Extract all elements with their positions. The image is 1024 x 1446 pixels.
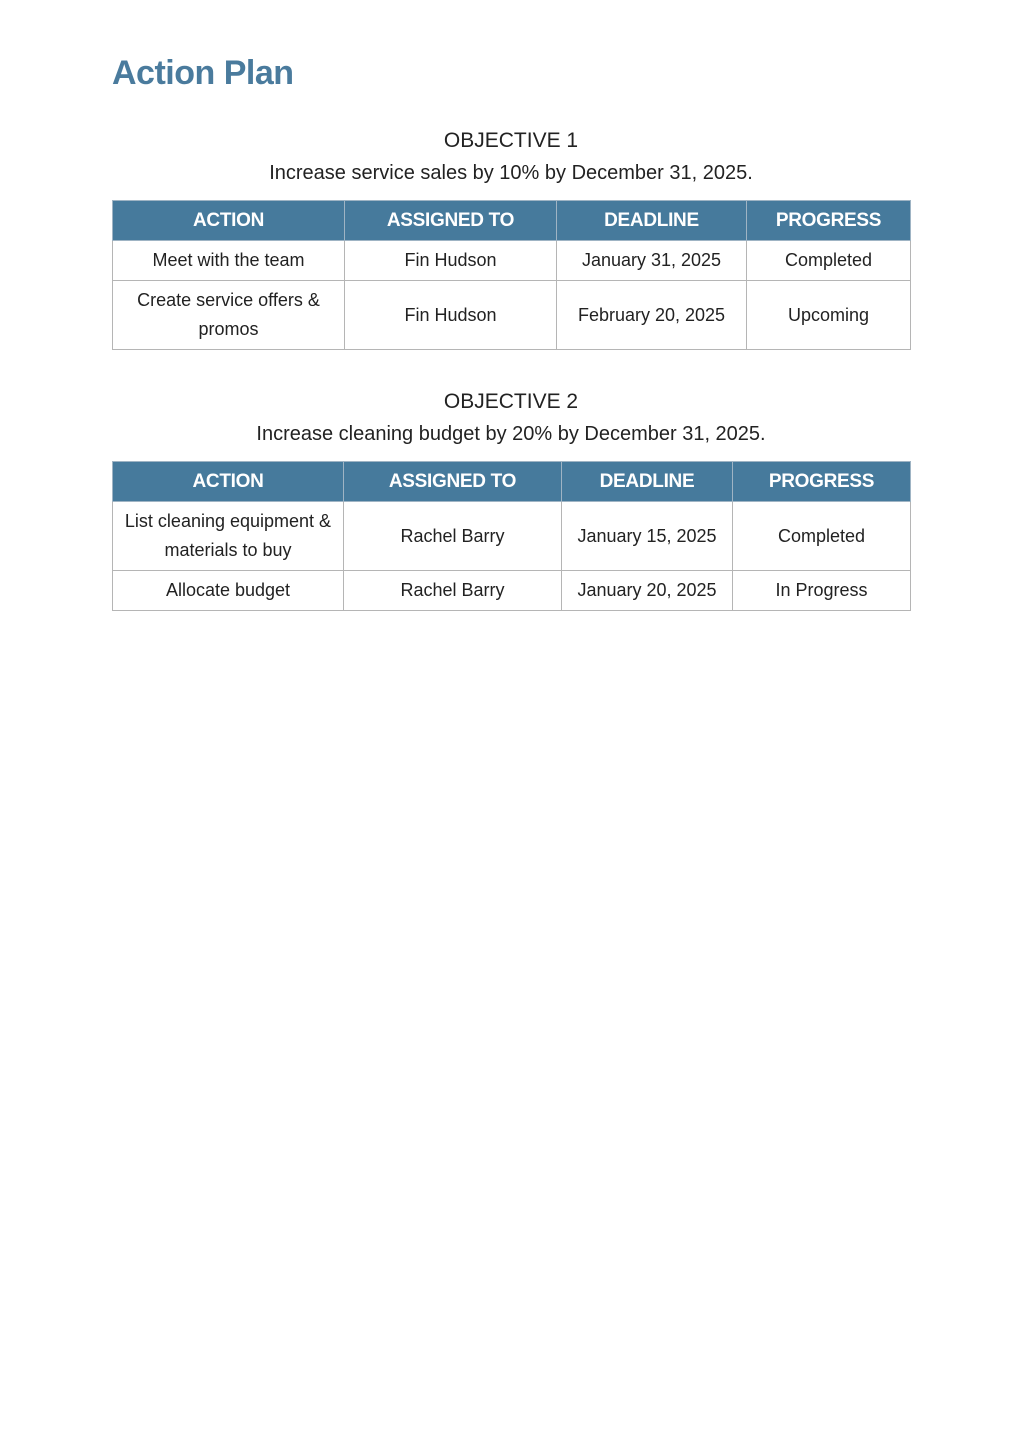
- cell-deadline: January 31, 2025: [557, 241, 747, 281]
- cell-deadline: February 20, 2025: [557, 281, 747, 350]
- objective-1-heading: OBJECTIVE 1: [443, 129, 579, 152]
- objective-1-description: Increase service sales by 10% by December 31, 2025.: [269, 162, 753, 184]
- cell-action: Meet with the team: [113, 241, 345, 281]
- cell-progress: Upcoming: [747, 281, 911, 350]
- cell-progress: Completed: [747, 241, 911, 281]
- cell-deadline: January 15, 2025: [562, 502, 733, 571]
- objective-2-table: [112, 461, 911, 611]
- column-header-action: ACTION: [113, 462, 344, 502]
- column-header-progress: PROGRESS: [733, 462, 911, 502]
- table-row: [113, 241, 911, 281]
- document-title: Action Plan: [112, 54, 294, 92]
- cell-action: Allocate budget: [113, 571, 344, 611]
- column-header-deadline: DEADLINE: [562, 462, 733, 502]
- objective-1-section: [112, 125, 910, 350]
- table-row: [113, 502, 911, 571]
- table-header-row: [113, 462, 911, 502]
- objective-2-section: [112, 386, 910, 611]
- cell-deadline: January 20, 2025: [562, 571, 733, 611]
- cell-action: List cleaning equipment & materials to buy: [113, 502, 344, 571]
- cell-assigned-to: Rachel Barry: [344, 502, 562, 571]
- column-header-assigned-to: ASSIGNED TO: [345, 201, 557, 241]
- objective-1-table: [112, 200, 911, 350]
- cell-assigned-to: Fin Hudson: [345, 241, 557, 281]
- objective-2-description: Increase cleaning budget by 20% by December 31, 2025.: [256, 423, 766, 445]
- table-row: [113, 571, 911, 611]
- cell-progress: Completed: [733, 502, 911, 571]
- table-row: [113, 281, 911, 350]
- objective-2-heading: OBJECTIVE 2: [443, 390, 579, 413]
- column-header-assigned-to: ASSIGNED TO: [344, 462, 562, 502]
- cell-progress: In Progress: [733, 571, 911, 611]
- cell-action: Create service offers & promos: [113, 281, 345, 350]
- column-header-progress: PROGRESS: [747, 201, 911, 241]
- cell-assigned-to: Rachel Barry: [344, 571, 562, 611]
- table-header-row: [113, 201, 911, 241]
- column-header-action: ACTION: [113, 201, 345, 241]
- cell-assigned-to: Fin Hudson: [345, 281, 557, 350]
- column-header-deadline: DEADLINE: [557, 201, 747, 241]
